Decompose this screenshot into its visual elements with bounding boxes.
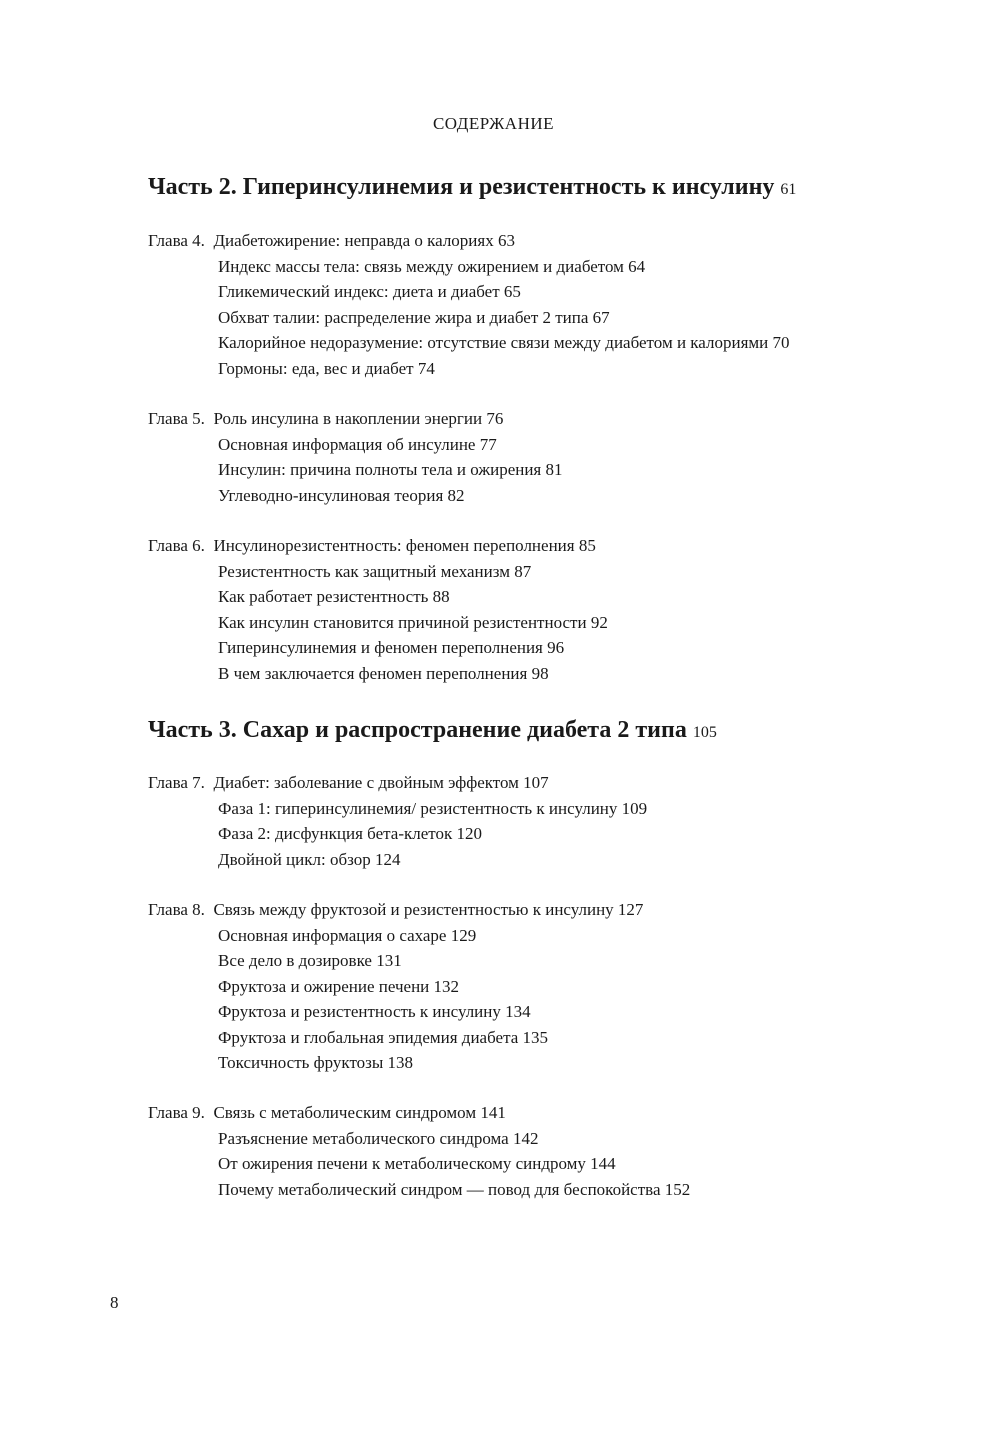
chapter-line bbox=[148, 406, 563, 432]
section-item: Индекс массы тела: связь между ожирением и диабетом 64 bbox=[218, 256, 646, 276]
section-item: Обхват талии: распределение жира и диабет 2 типа 67 bbox=[218, 307, 610, 327]
chapter-title: Диабет: заболевание с двойным эффектом 107 bbox=[213, 773, 549, 792]
part-title: Часть 2. Гиперинсулинемия и резистентность к инсулину bbox=[148, 174, 775, 200]
chapter-line bbox=[148, 1100, 690, 1126]
chapter-entry bbox=[148, 897, 643, 1076]
section-item: Разъяснение метаболического синдрома 142 bbox=[218, 1128, 539, 1148]
section-item: Как работает резистентность 88 bbox=[218, 587, 450, 606]
chapter-label: Глава 6. bbox=[148, 536, 205, 555]
chapter-label: Глава 9. bbox=[148, 1103, 205, 1122]
chapter-entry bbox=[148, 228, 790, 381]
section-item: Все дело в дозировке 131 bbox=[218, 951, 402, 970]
section-item: Инсулин: причина полноты тела и ожирения 81 bbox=[218, 460, 563, 479]
section-item: Фруктоза и ожирение печени 132 bbox=[218, 976, 460, 996]
section-item: В чем заключается феномен переполнения 98 bbox=[218, 663, 549, 683]
part-page-number: 61 bbox=[780, 181, 797, 198]
chapter-label: Глава 7. bbox=[148, 773, 205, 792]
section-item: Гормоны: еда, вес и диабет 74 bbox=[218, 358, 435, 378]
section-item: Фаза 2: дисфункция бета-клеток 120 bbox=[218, 824, 482, 843]
part-page-number: 105 bbox=[692, 724, 717, 741]
chapter-line bbox=[148, 897, 643, 923]
chapter-label: Глава 4. bbox=[148, 231, 205, 250]
chapter-entry bbox=[148, 533, 608, 686]
chapter-title: Диабетожирение: неправда о калориях 63 bbox=[213, 231, 515, 250]
chapter-entry bbox=[148, 1100, 690, 1202]
page-number: 8 bbox=[110, 1293, 119, 1312]
section-item: Основная информация о сахаре 129 bbox=[218, 925, 477, 945]
chapter-title: Роль инсулина в накоплении энергии 76 bbox=[213, 409, 504, 428]
part-heading bbox=[148, 715, 717, 748]
section-item: Основная информация об инсулине 77 bbox=[218, 434, 497, 454]
chapter-label: Глава 5. bbox=[148, 409, 205, 428]
chapter-title: Связь с метаболическим синдромом 141 bbox=[213, 1103, 506, 1122]
section-item: Двойной цикл: обзор 124 bbox=[218, 849, 401, 869]
chapter-entry bbox=[148, 406, 563, 508]
chapter-title: Инсулинорезистентность: феномен переполнения 85 bbox=[213, 536, 596, 555]
section-item: От ожирения печени к метаболическому синдрому 144 bbox=[218, 1154, 616, 1173]
section-item: Гиперинсулинемия и феномен переполнения 96 bbox=[218, 638, 565, 657]
chapter-line bbox=[148, 228, 790, 254]
chapter-line bbox=[148, 770, 647, 796]
section-item: Фруктоза и резистентность к инсулину 134 bbox=[218, 1002, 531, 1021]
section-item: Почему метаболический синдром — повод для беспокойства 152 bbox=[218, 1179, 691, 1199]
section-item: Фаза 1: гиперинсулинемия/ резистентность к инсулину 109 bbox=[218, 798, 648, 818]
section-item: Резистентность как защитный механизм 87 bbox=[218, 561, 532, 581]
running-head: СОДЕРЖАНИЕ bbox=[432, 114, 555, 133]
section-item: Гликемический индекс: диета и диабет 65 bbox=[218, 282, 521, 301]
chapter-title: Связь между фруктозой и резистентностью к инсулину 127 bbox=[213, 900, 644, 919]
part-title: Часть 3. Сахар и распространение диабета 2 типа bbox=[148, 717, 687, 743]
section-item: Фруктоза и глобальная эпидемия диабета 135 bbox=[218, 1027, 548, 1047]
chapter-entry bbox=[148, 770, 647, 872]
section-item: Как инсулин становится причиной резистентности 92 bbox=[218, 612, 608, 632]
part-heading bbox=[148, 172, 796, 205]
chapter-label: Глава 8. bbox=[148, 900, 205, 919]
section-item: Углеводно-инсулиновая теория 82 bbox=[218, 485, 465, 505]
chapter-line bbox=[148, 533, 608, 559]
section-item: Токсичность фруктозы 138 bbox=[218, 1053, 414, 1072]
section-item: Калорийное недоразумение: отсутствие связи между диабетом и калориями 70 bbox=[218, 333, 790, 352]
